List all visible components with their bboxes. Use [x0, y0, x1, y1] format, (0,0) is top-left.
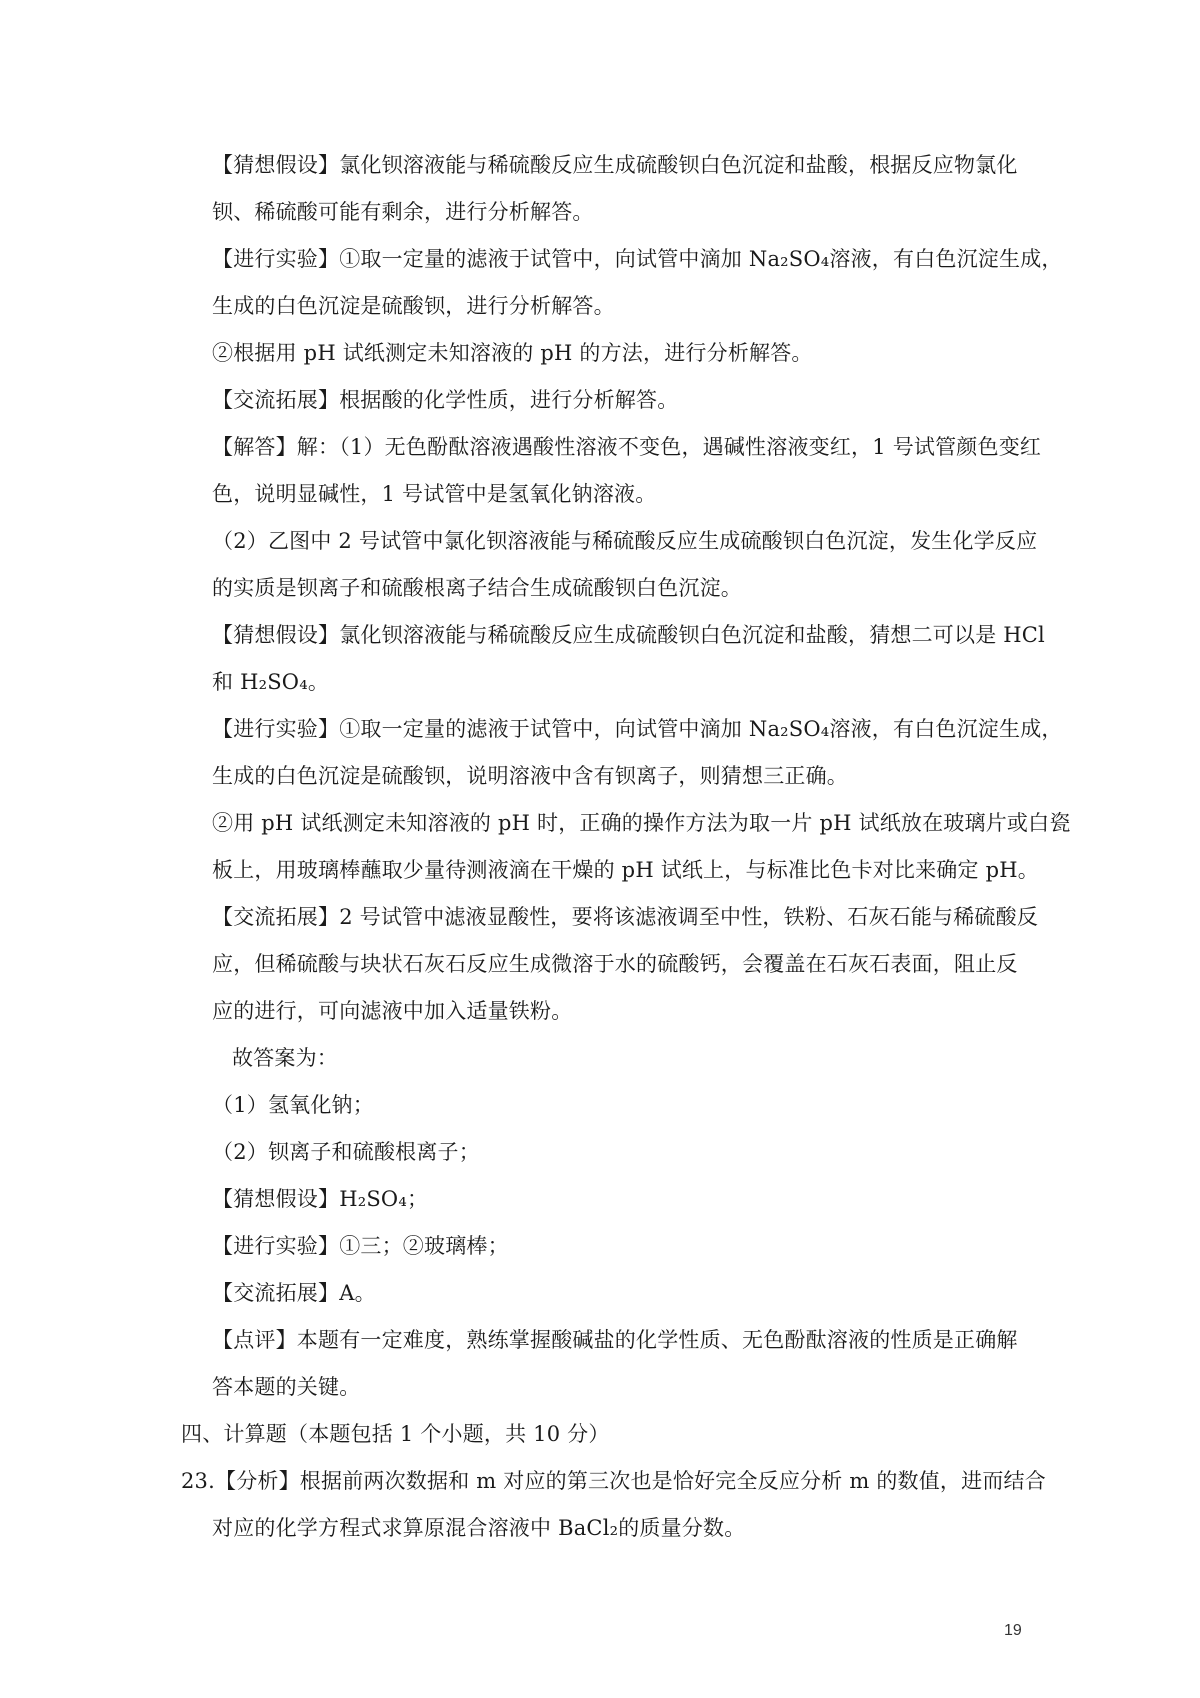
text-line: 23.【分析】根据前两次数据和 m 对应的第三次也是恰好完全反应分析 m 的数值，进而结合	[181, 1469, 1046, 1493]
text-line: 色，说明显碱性，1 号试管中是氢氧化钠溶液。	[212, 482, 657, 506]
text-line: 【进行实验】①取一定量的滤液于试管中，向试管中滴加 Na₂SO₄溶液，有白色沉淀生成，	[212, 247, 1063, 271]
text-line: 的实质是钡离子和硫酸根离子结合生成硫酸钡白色沉淀。	[212, 576, 742, 600]
text-line: ②根据用 pH 试纸测定未知溶液的 pH 的方法，进行分析解答。	[212, 341, 813, 365]
text-line: 应，但稀硫酸与块状石灰石反应生成微溶于水的硫酸钙，会覆盖在石灰石表面，阻止反	[212, 952, 1018, 976]
text-line: ②用 pH 试纸测定未知溶液的 pH 时，正确的操作方法为取一片 pH 试纸放在玻璃片或白瓷	[212, 811, 1071, 835]
text-line: 应的进行，可向滤液中加入适量铁粉。	[212, 999, 573, 1023]
text-line: 和 H₂SO₄。	[212, 670, 330, 694]
text-line: 【交流拓展】A。	[212, 1281, 376, 1305]
text-line: 【猜想假设】H₂SO₄；	[212, 1187, 429, 1211]
text-line: （2）乙图中 2 号试管中氯化钡溶液能与稀硫酸反应生成硫酸钡白色沉淀，发生化学反应	[212, 529, 1038, 553]
text-line: （1）氢氧化钠；	[212, 1093, 374, 1117]
text-line: 生成的白色沉淀是硫酸钡，说明溶液中含有钡离子，则猜想三正确。	[212, 764, 848, 788]
page-number: 19	[1004, 1622, 1022, 1639]
text-line: 【交流拓展】根据酸的化学性质，进行分析解答。	[212, 388, 679, 412]
text-line: 答本题的关键。	[212, 1375, 361, 1399]
text-line: 【点评】本题有一定难度，熟练掌握酸碱盐的化学性质、无色酚酞溶液的性质是正确解	[212, 1328, 1018, 1352]
text-line: （2）钡离子和硫酸根离子；	[212, 1140, 480, 1164]
text-line: 【猜想假设】氯化钡溶液能与稀硫酸反应生成硫酸钡白色沉淀和盐酸，猜想二可以是 HCl	[212, 623, 1045, 647]
text-line: 【交流拓展】2 号试管中滤液显酸性，要将该滤液调至中性，铁粉、石灰石能与稀硫酸反	[212, 905, 1039, 929]
text-line: 【进行实验】①三；②玻璃棒；	[212, 1234, 509, 1258]
section-heading: 四、计算题（本题包括 1 个小题，共 10 分）	[181, 1422, 610, 1446]
text-line: 对应的化学方程式求算原混合溶液中 BaCl₂的质量分数。	[212, 1516, 746, 1540]
text-line: 【进行实验】①取一定量的滤液于试管中，向试管中滴加 Na₂SO₄溶液，有白色沉淀生成，	[212, 717, 1063, 741]
text-line: 钡、稀硫酸可能有剩余，进行分析解答。	[212, 200, 594, 224]
text-line: 生成的白色沉淀是硫酸钡，进行分析解答。	[212, 294, 615, 318]
text-line: 【猜想假设】氯化钡溶液能与稀硫酸反应生成硫酸钡白色沉淀和盐酸，根据反应物氯化	[212, 153, 1018, 177]
text-line: 【解答】解：（1）无色酚酞溶液遇酸性溶液不变色，遇碱性溶液变红，1 号试管颜色变红	[212, 435, 1042, 459]
text-line: 板上，用玻璃棒蘸取少量待测液滴在干燥的 pH 试纸上，与标准比色卡对比来确定 pH。	[212, 858, 1039, 882]
text-line: 故答案为：	[232, 1046, 338, 1070]
